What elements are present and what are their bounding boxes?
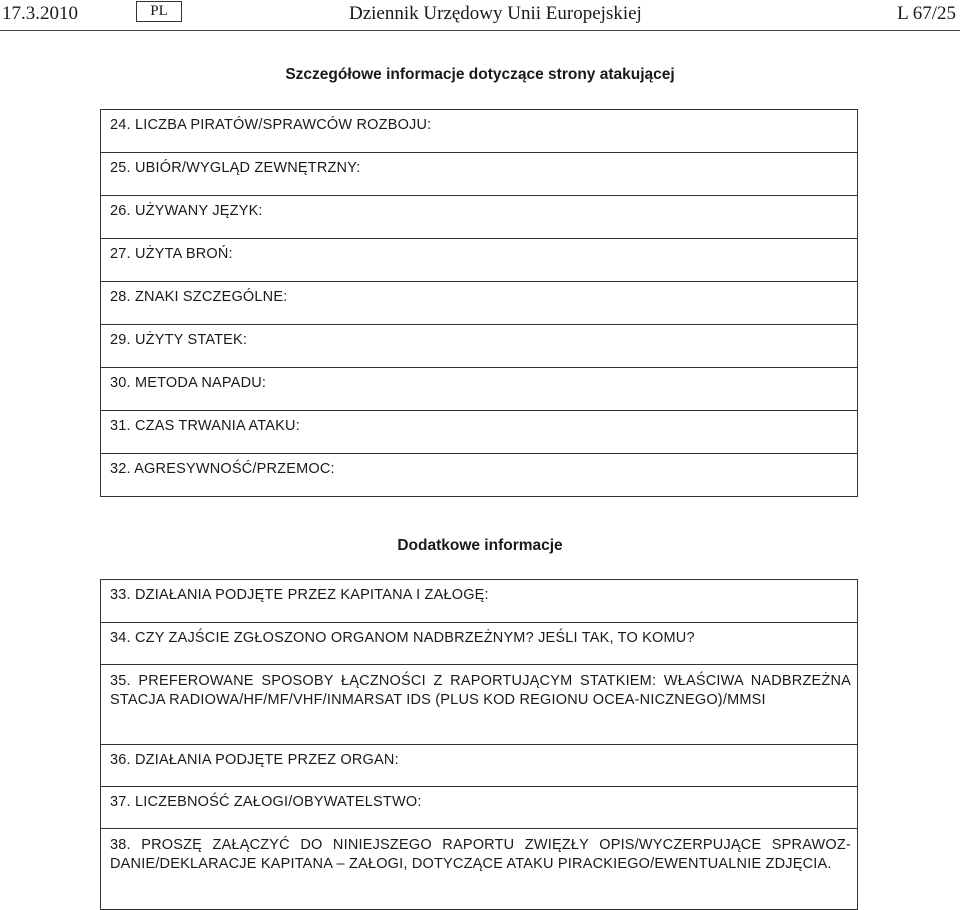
language-code-box: PL xyxy=(136,1,182,22)
page-header xyxy=(0,0,960,32)
form-field-30: 30. METODA NAPADU: xyxy=(101,367,857,410)
form-field-35: 35. PREFEROWANE SPOSOBY ŁĄCZNOŚCI Z RAPORTUJĄCYM STATKIEM: WŁAŚCIWA NADBRZEŻNA STACJA RADIOWA/HF/MF/VHF/INMARSAT IDS (PLUS KOD REGIONU OCEA-NICZNEGO)/MMSI xyxy=(101,664,857,744)
form-field-25: 25. UBIÓR/WYGLĄD ZEWNĘTRZNY: xyxy=(101,152,857,195)
section-heading-additional: Dodatkowe informacje xyxy=(397,537,563,554)
section-heading-attacker: Szczegółowe informacje dotyczące strony atakującej xyxy=(285,66,675,83)
form-field-33: 33. DZIAŁANIA PODJĘTE PRZEZ KAPITANA I ZAŁOGĘ: xyxy=(110,587,489,603)
form-field-28: 28. ZNAKI SZCZEGÓLNE: xyxy=(101,281,857,324)
form-field-38: 38. PROSZĘ ZAŁĄCZYĆ DO NINIEJSZEGO RAPORTU ZWIĘZŁY OPIS/WYCZERPUJĄCE SPRAWOZ-DANIE/DEKLARACJE KAPITANA – ZAŁOGI, DOTYCZĄCE ATAKU PIRACKIEGO/EWENTUALNIE ZDJĘCIA. xyxy=(101,828,857,909)
additional-info-table xyxy=(100,579,858,910)
attacker-details-table xyxy=(100,109,858,497)
form-field-37: 37. LICZEBNOŚĆ ZAŁOGI/OBYWATELSTWO: xyxy=(101,786,857,828)
form-field-26: 26. UŻYWANY JĘZYK: xyxy=(101,195,857,238)
form-field-34: 34. CZY ZAJŚCIE ZGŁOSZONO ORGANOM NADBRZEŻNYM? JEŚLI TAK, TO KOMU? xyxy=(101,622,857,664)
form-field-31: 31. CZAS TRWANIA ATAKU: xyxy=(101,410,857,453)
form-field-24: 24. LICZBA PIRATÓW/SPRAWCÓW ROZBOJU: xyxy=(110,117,432,133)
form-field-32: 32. AGRESYWNOŚĆ/PRZEMOC: xyxy=(101,453,857,496)
publication-date: 17.3.2010 xyxy=(2,3,78,24)
form-field-36: 36. DZIAŁANIA PODJĘTE PRZEZ ORGAN: xyxy=(101,744,857,786)
journal-title: Dziennik Urzędowy Unii Europejskiej xyxy=(349,3,642,24)
page-reference: L 67/25 xyxy=(897,3,956,24)
form-field-27: 27. UŻYTA BROŃ: xyxy=(101,238,857,281)
header-rule xyxy=(0,30,960,31)
form-field-29: 29. UŻYTY STATEK: xyxy=(101,324,857,367)
